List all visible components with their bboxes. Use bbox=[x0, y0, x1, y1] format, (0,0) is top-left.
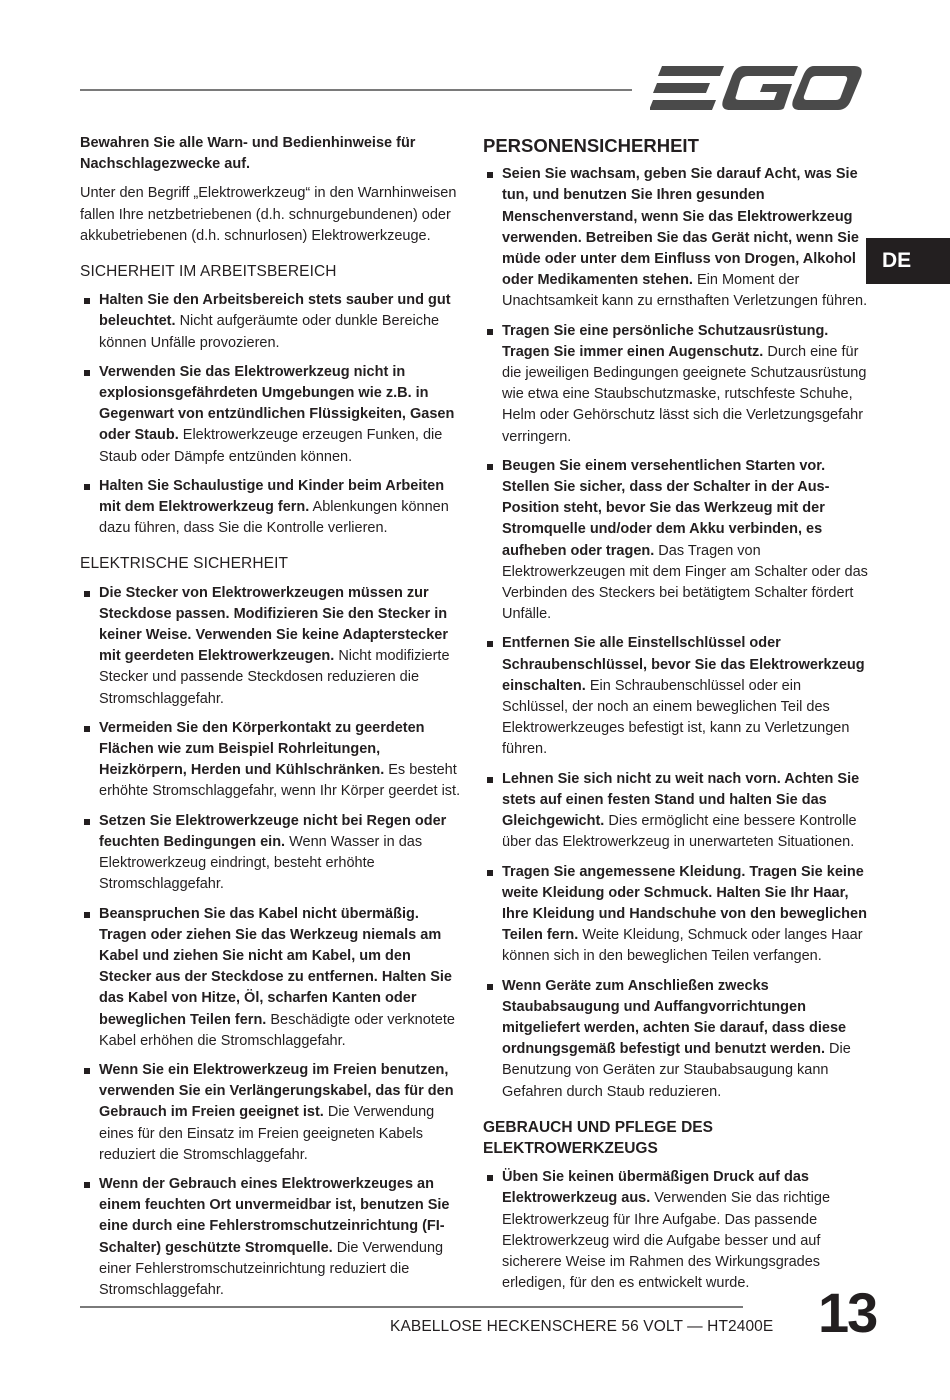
list-item bbox=[483, 633, 868, 760]
list-item bbox=[483, 769, 868, 854]
list-item bbox=[483, 321, 868, 448]
bullet-icon bbox=[84, 1182, 90, 1188]
bullet-icon bbox=[84, 591, 90, 597]
use-and-care-list bbox=[483, 1167, 868, 1294]
item-text: Dies ermöglicht eine bessere Kontrolle über das Elektrowerkzeug in unerwarteten Situationen. bbox=[502, 813, 857, 851]
item-bold: Lehnen Sie sich nicht zu weit nach vorn. Achten Sie stets auf einen festen Stand und halten Sie das Gleichgewicht. bbox=[502, 770, 860, 830]
right-column bbox=[483, 133, 868, 1302]
list-item bbox=[80, 476, 465, 540]
list-item bbox=[80, 904, 465, 1052]
section-title-use-and-care: GEBRAUCH UND PFLEGE DES ELEKTROWERKZEUGS bbox=[483, 1118, 713, 1157]
item-bold: Die Stecker von Elektrowerkzeugen müssen zur Steckdose passen. Modifizieren Sie den Stecker in keiner Weise. Verwenden Sie keine Adapterstecker mit geerdeten Elektrowerkzeugen. bbox=[99, 584, 448, 665]
bullet-icon bbox=[84, 819, 90, 825]
bullet-icon bbox=[84, 726, 90, 732]
item-text: Die Verwendung eines für den Einsatz im Freien geeigneten Kabels reduziert die Stromschlaggefahr. bbox=[99, 1104, 435, 1163]
item-bold: Wenn Geräte zum Anschließen zwecks Staubabsaugung und Auffangvorrichtungen mitgeliefert werden, achten Sie darauf, dass diese ordnungsgemäß befestigt und benutzt werden. bbox=[502, 977, 847, 1058]
item-bold: Tragen Sie angemessene Kleidung. Tragen Sie keine weite Kleidung oder Schmuck. Halten Sie Ihr Haar, Ihre Kleidung und Handschuhe von den beweglichen Teilen fern. bbox=[502, 863, 867, 944]
list-item bbox=[80, 811, 465, 896]
item-text: Nicht modifizierte Stecker und passende Steckdosen reduzieren die Stromschlaggefahr. bbox=[99, 648, 450, 707]
item-text: Ablenkungen können dazu führen, dass Sie die Kontrolle verlieren. bbox=[99, 499, 449, 537]
bullet-icon bbox=[487, 984, 493, 990]
section-title-personal-safety: PERSONENSICHERHEIT bbox=[483, 135, 699, 156]
item-text: Durch eine für die jeweiligen Bedingungen geeignete Schutzausrüstung wie etwa eine Staubschutzmaske, rutschfeste Schuhe, Helm oder Gehörschutz lässt sich die Verletzungsgefahr verringern. bbox=[502, 343, 867, 445]
item-bold: Wenn Sie ein Elektrowerkzeug im Freien benutzen, verwenden Sie ein Verlängerungskabel, das für den Gebrauch im Freien geeignet ist. bbox=[99, 1061, 454, 1121]
list-item bbox=[80, 718, 465, 803]
left-column bbox=[80, 133, 465, 1309]
list-item bbox=[483, 456, 868, 626]
item-bold: Entfernen Sie alle Einstellschlüssel oder Schraubenschlüssel, bevor Sie das Elektrowerkzeug einschalten. bbox=[502, 635, 865, 694]
bullet-icon bbox=[487, 777, 493, 783]
item-bold: Halten Sie Schaulustige und Kinder beim Arbeiten mit dem Elektrowerkzeug fern. bbox=[99, 477, 445, 516]
item-text: Ein Moment der Unachtsamkeit kann zu ernsthaften Verletzungen führen. bbox=[502, 272, 868, 310]
item-bold: Vermeiden Sie den Körperkontakt zu geerdeten Flächen wie zum Beispiel Rohrleitungen, Heizkörpern, Herden und Kühlschränken. bbox=[99, 719, 425, 779]
item-text: Die Benutzung von Geräten zur Staubabsaugung kann Gefahren durch Staub reduzieren. bbox=[502, 1041, 851, 1100]
item-bold: Beugen Sie einem versehentlichen Starten vor. Stellen Sie sicher, dass der Schalter in der Aus-Position steht, bevor Sie das Werkzeug mit der Stromquelle und/oder dem Akku verbinden, es aufheben oder tragen. bbox=[502, 457, 830, 559]
item-text: Ein Schraubenschlüssel oder ein Schlüssel, der noch an einem beweglichen Teil des Elektrowerkzeuges befestigt ist, kann zu Verletzungen führen. bbox=[502, 677, 850, 758]
item-bold: Setzen Sie Elektrowerkzeuge nicht bei Regen oder feuchten Bedingungen ein. bbox=[99, 812, 447, 850]
ego-logo-icon bbox=[650, 64, 862, 112]
item-text: Es besteht erhöhte Stromschlaggefahr, wenn Ihr Körper geerdet ist. bbox=[99, 762, 461, 800]
item-text: Die Verwendung einer Fehlerstromschutzeinrichtung reduziert die Stromschlaggefahr. bbox=[99, 1239, 444, 1298]
bullet-icon bbox=[84, 370, 90, 376]
list-item bbox=[80, 583, 465, 710]
bullet-icon bbox=[487, 870, 493, 876]
item-bold: Tragen Sie eine persönliche Schutzausrüstung. Tragen Sie immer einen Augenschutz. bbox=[502, 322, 829, 360]
item-text: Beschädigte oder verknotete Kabel erhöhen die Stromschlaggefahr. bbox=[99, 1011, 455, 1049]
section-title-electrical: ELEKTRISCHE SICHERHEIT bbox=[80, 555, 289, 573]
language-tab bbox=[866, 238, 950, 284]
bullet-icon bbox=[487, 172, 493, 178]
item-text: Weite Kleidung, Schmuck oder langes Haar können sich in den beweglichen Teilen verfangen. bbox=[502, 927, 863, 965]
item-text: Verwenden Sie das richtige Elektrowerkzeug für Ihre Aufgabe. Das passende Elektrowerkzeug wird die Aufgabe besser und auf sicherere Weise im Rahmen des Wirkungsgrades erledigen, für den es entwickelt wurde. bbox=[502, 1190, 831, 1292]
item-bold: Verwenden Sie das Elektrowerkzeug nicht in explosionsgefährdeten Umgebungen wie z.B. in Gegenwart von entzündlichen Flüssigkeiten, Gasen oder Staub. bbox=[99, 363, 455, 444]
header-rule bbox=[80, 89, 632, 91]
list-item bbox=[80, 1174, 465, 1301]
bullet-icon bbox=[84, 1068, 90, 1074]
intro-text: Unter den Begriff „Elektrowerkzeug“ in den Warnhinweisen fallen Ihre netzbetriebenen (d.h. schnurgebundenen) oder akkubetriebenen (d.h. schnurlosen) Elektrowerkzeuge. bbox=[80, 185, 457, 244]
item-bold: Halten Sie den Arbeitsbereich stets sauber und gut beleuchtet. bbox=[99, 292, 451, 330]
electrical-list bbox=[80, 583, 465, 1302]
list-item bbox=[80, 290, 465, 354]
personal-safety-list bbox=[483, 164, 868, 1103]
list-item bbox=[483, 1167, 868, 1294]
bullet-icon bbox=[84, 484, 90, 490]
item-text: Nicht aufgeräumte oder dunkle Bereiche können Unfälle provozieren. bbox=[99, 313, 440, 351]
list-item bbox=[80, 1060, 465, 1166]
footer-rule bbox=[80, 1306, 743, 1308]
item-text: Wenn Wasser in das Elektrowerkzeug eindringt, besteht erhöhte Stromschlaggefahr. bbox=[99, 833, 423, 893]
bullet-icon bbox=[84, 912, 90, 918]
footer-title: KABELLOSE HECKENSCHERE 56 VOLT — HT2400E bbox=[390, 1318, 774, 1335]
work-area-list bbox=[80, 290, 465, 539]
bullet-icon bbox=[487, 464, 493, 470]
item-text: Elektrowerkzeuge erzeugen Funken, die Staub oder Dämpfe entzünden können. bbox=[99, 427, 443, 465]
ego-logo bbox=[650, 64, 862, 117]
list-item bbox=[483, 164, 868, 312]
list-item bbox=[483, 862, 868, 968]
section-title-work-area: SICHERHEIT IM ARBEITSBEREICH bbox=[80, 263, 337, 281]
list-item bbox=[483, 976, 868, 1103]
bullet-icon bbox=[487, 641, 493, 647]
bullet-icon bbox=[487, 329, 493, 335]
item-text: Das Tragen von Elektrowerkzeugen mit dem Finger am Schalter oder das Verbinden des Steckers bei betätigtem Schalter fördert Unfälle. bbox=[502, 542, 868, 623]
intro-bold-text: Bewahren Sie alle Warn- und Bedienhinweise für Nachschlagezwecke auf. bbox=[80, 135, 416, 173]
item-bold: Wenn der Gebrauch eines Elektrowerkzeuges an einem feuchten Ort unvermeidbar ist, benutzen Sie eine durch eine Fehlerstromschutzeinrichtung (FI-Schalter) geschützte Stromquelle. bbox=[99, 1175, 450, 1256]
language-tab-label: DE bbox=[882, 249, 912, 272]
page-number: 13 bbox=[818, 1281, 877, 1344]
item-bold: Beanspruchen Sie das Kabel nicht übermäßig. Tragen oder ziehen Sie das Werkzeug niemals am Kabel und ziehen Sie nicht am Kabel, um den Stecker aus der Steckdose zu entfernen. Halten Sie das Kabel von Hitze, Öl, scharfen Kanten oder beweglichen Teilen fern. bbox=[99, 905, 452, 1028]
item-bold: Üben Sie keinen übermäßigen Druck auf das Elektrowerkzeug aus. bbox=[502, 1169, 809, 1207]
bullet-icon bbox=[487, 1175, 493, 1181]
bullet-icon bbox=[84, 298, 90, 304]
list-item bbox=[80, 362, 465, 468]
item-bold: Seien Sie wachsam, geben Sie darauf Acht, was Sie tun, und benutzen Sie Ihren gesunden Menschenverstand, wenn Sie das Elektrowerkzeug verwenden. Betreiben Sie das Gerät nicht, wenn Sie müde oder unter dem Einfluss von Drogen, Alkohol oder Medikamenten stehen. bbox=[502, 166, 859, 289]
